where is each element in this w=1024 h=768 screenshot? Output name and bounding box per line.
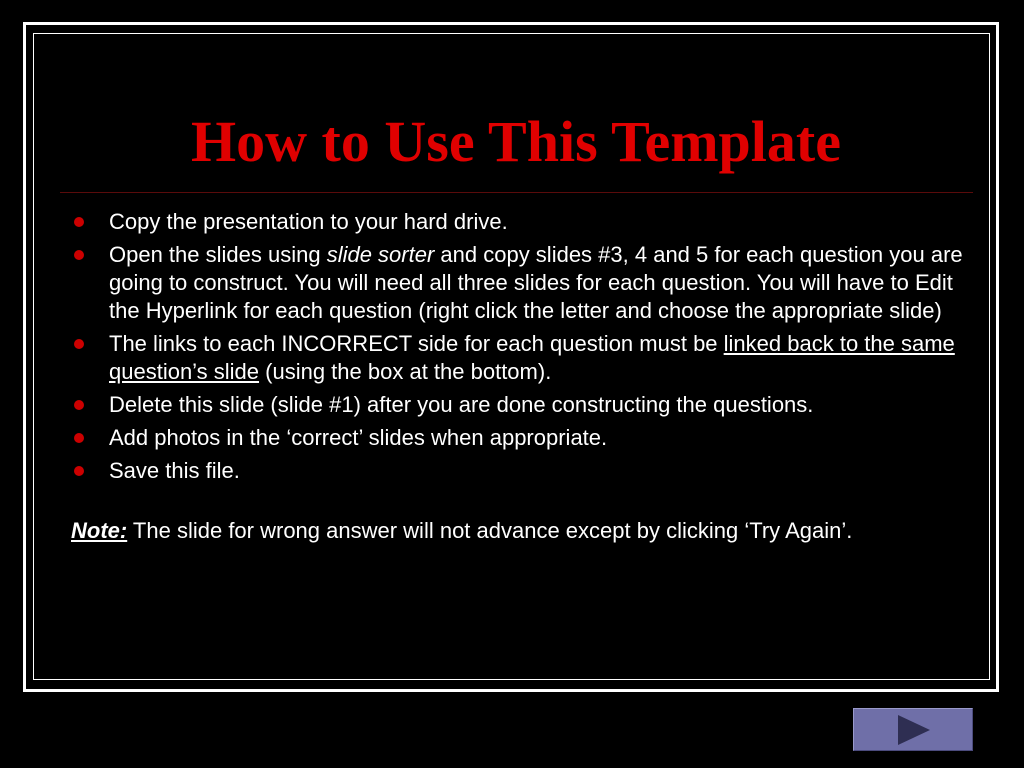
bullet-dot-icon xyxy=(74,400,84,410)
note xyxy=(71,517,966,545)
bullet-text: Copy the presentation to your hard drive. xyxy=(109,209,508,234)
bullet-text: Save this file. xyxy=(109,458,240,483)
bullet-text: (using the box at the bottom). xyxy=(259,359,552,384)
list-item xyxy=(71,241,966,325)
list-item xyxy=(71,208,966,236)
slide-title: How to Use This Template xyxy=(191,109,841,174)
slide-sorter-emphasis: slide sorter xyxy=(326,242,435,267)
bullet-text: Delete this slide (slide #1) after you are done constructing the questions. xyxy=(109,392,814,417)
instruction-list xyxy=(71,208,966,485)
note-label: Note: xyxy=(71,518,128,543)
bullet-dot-icon xyxy=(74,466,84,476)
linked-back-text: linked back to the same question’s slide xyxy=(109,331,955,384)
title-divider xyxy=(60,192,973,193)
slide-body xyxy=(71,208,966,545)
list-item xyxy=(71,391,966,419)
list-item xyxy=(71,330,966,386)
bullet-text: Open the slides using xyxy=(109,242,327,267)
list-item xyxy=(71,457,966,485)
next-slide-button[interactable] xyxy=(853,708,973,751)
list-item xyxy=(71,424,966,452)
play-arrow-icon xyxy=(896,714,932,746)
bullet-dot-icon xyxy=(74,339,84,349)
bullet-text: The links to each INCORRECT side for each question must be xyxy=(109,331,724,356)
bullet-dot-icon xyxy=(74,433,84,443)
bullet-text: and copy slides #3, 4 and 5 for each question you are going to construct. You will need all three slides for each question. You will have to Edit the Hyperlink for each question (right click the letter and choose the appropriate slide) xyxy=(109,242,963,323)
bullet-text: Add photos in the ‘correct’ slides when appropriate. xyxy=(109,425,608,450)
bullet-dot-icon xyxy=(74,250,84,260)
note-text: The slide for wrong answer will not advance except by clicking ‘Try Again’. xyxy=(127,518,853,543)
bullet-dot-icon xyxy=(74,217,84,227)
